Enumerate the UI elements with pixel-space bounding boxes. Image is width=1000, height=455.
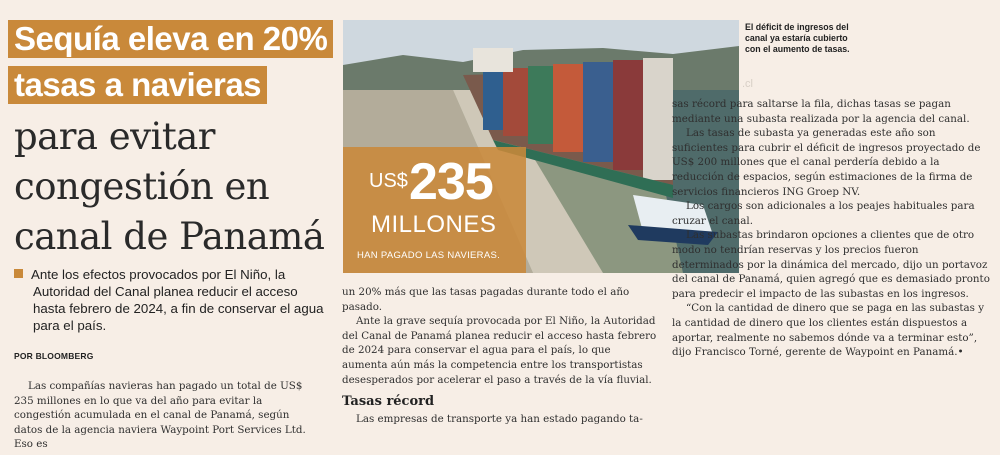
summary	[14, 266, 326, 334]
overlay-number: 235	[409, 153, 493, 211]
paragraph: Los cargos son adicionales a los peajes habituales para cruzar el canal.	[672, 200, 975, 227]
watermark: .cl	[742, 78, 753, 90]
overlay-subtext: HAN PAGADO LAS NAVIERAS.	[357, 250, 501, 261]
headline-line-1: Sequía eleva en 20%	[8, 20, 333, 58]
paragraph: Ante la grave sequía provocada por El Niño, la Autoridad del Canal de Panamá planea reducir el acceso hasta febrero de 2024 para conservar el agua para el país, lo que aumenta aún más la competencia entre los transportistas desesperados por acelerar el paso a través de la vía fluvial.	[342, 315, 657, 386]
summary-text: Ante los efectos provocados por El Niño, la Autoridad del Canal planea reducir el acceso hasta febrero de 2024, a fin de conservar el agua para el país.	[31, 267, 324, 333]
paragraph: Las compañías navieras han pagado un total de US$ 235 millones en lo que va del año para evitar la congestión acumulada en el canal de Panamá, según datos de la agencia naviera Waypoint Port Services Ltd. Eso es	[14, 380, 306, 451]
paragraph: Las empresas de transporte ya han estado pagando ta-	[356, 412, 643, 425]
overlay-currency: US$	[369, 170, 408, 192]
paragraph: un 20% más que las tasas pagadas durante todo el año pasado.	[342, 286, 630, 313]
byline: POR BLOOMBERG	[14, 351, 94, 361]
deck-line-2: congestión en	[14, 165, 270, 208]
section-subhead: Tasas récord	[342, 394, 435, 410]
overlay-unit: MILLONES	[371, 211, 497, 238]
article-column-1	[14, 379, 320, 452]
paragraph: Las tasas de subasta ya generadas este año son suficientes para cubrir el déficit de ingresos proyectado de US$ 200 millones que el canal perdería debido a la reducción de espacios, según estimaciones de la firma de servicios financieros ING Groep NV.	[672, 127, 981, 198]
deck-line-1: para evitar	[14, 115, 215, 158]
deck-line-3: canal de Panamá	[14, 215, 325, 258]
paragraph: “Con la cantidad de dinero que se paga en las subastas y la cantidad de dinero que los clientes están dispuestos a aportar, realmente no sabemos dónde va a terminar esto”, dijo Francisco Torné, gerente de Waypoint en Panamá.•	[672, 302, 985, 359]
article-column-2	[342, 285, 658, 426]
paragraph: sas récord para saltarse la fila, dichas tasas se pagan mediante una subasta realizada por la agencia del canal.	[672, 98, 970, 125]
headline-line-2: tasas a navieras	[8, 66, 267, 104]
bullet-square-icon	[14, 269, 23, 278]
paragraph: Las subastas brindaron opciones a clientes que de otro modo no tendrían reservas y los precios fueron determinados por la dinámica del mercado, dijo un portavoz del canal de Panamá, quien agregó que es demasiado pronto para predecir el impacto de las subastas en los ingresos.	[672, 229, 990, 300]
figure-overlay	[343, 147, 526, 273]
article-column-3	[672, 97, 990, 360]
photo-caption: El déficit de ingresos del canal ya estaría cubierto con el aumento de tasas.	[745, 22, 850, 54]
